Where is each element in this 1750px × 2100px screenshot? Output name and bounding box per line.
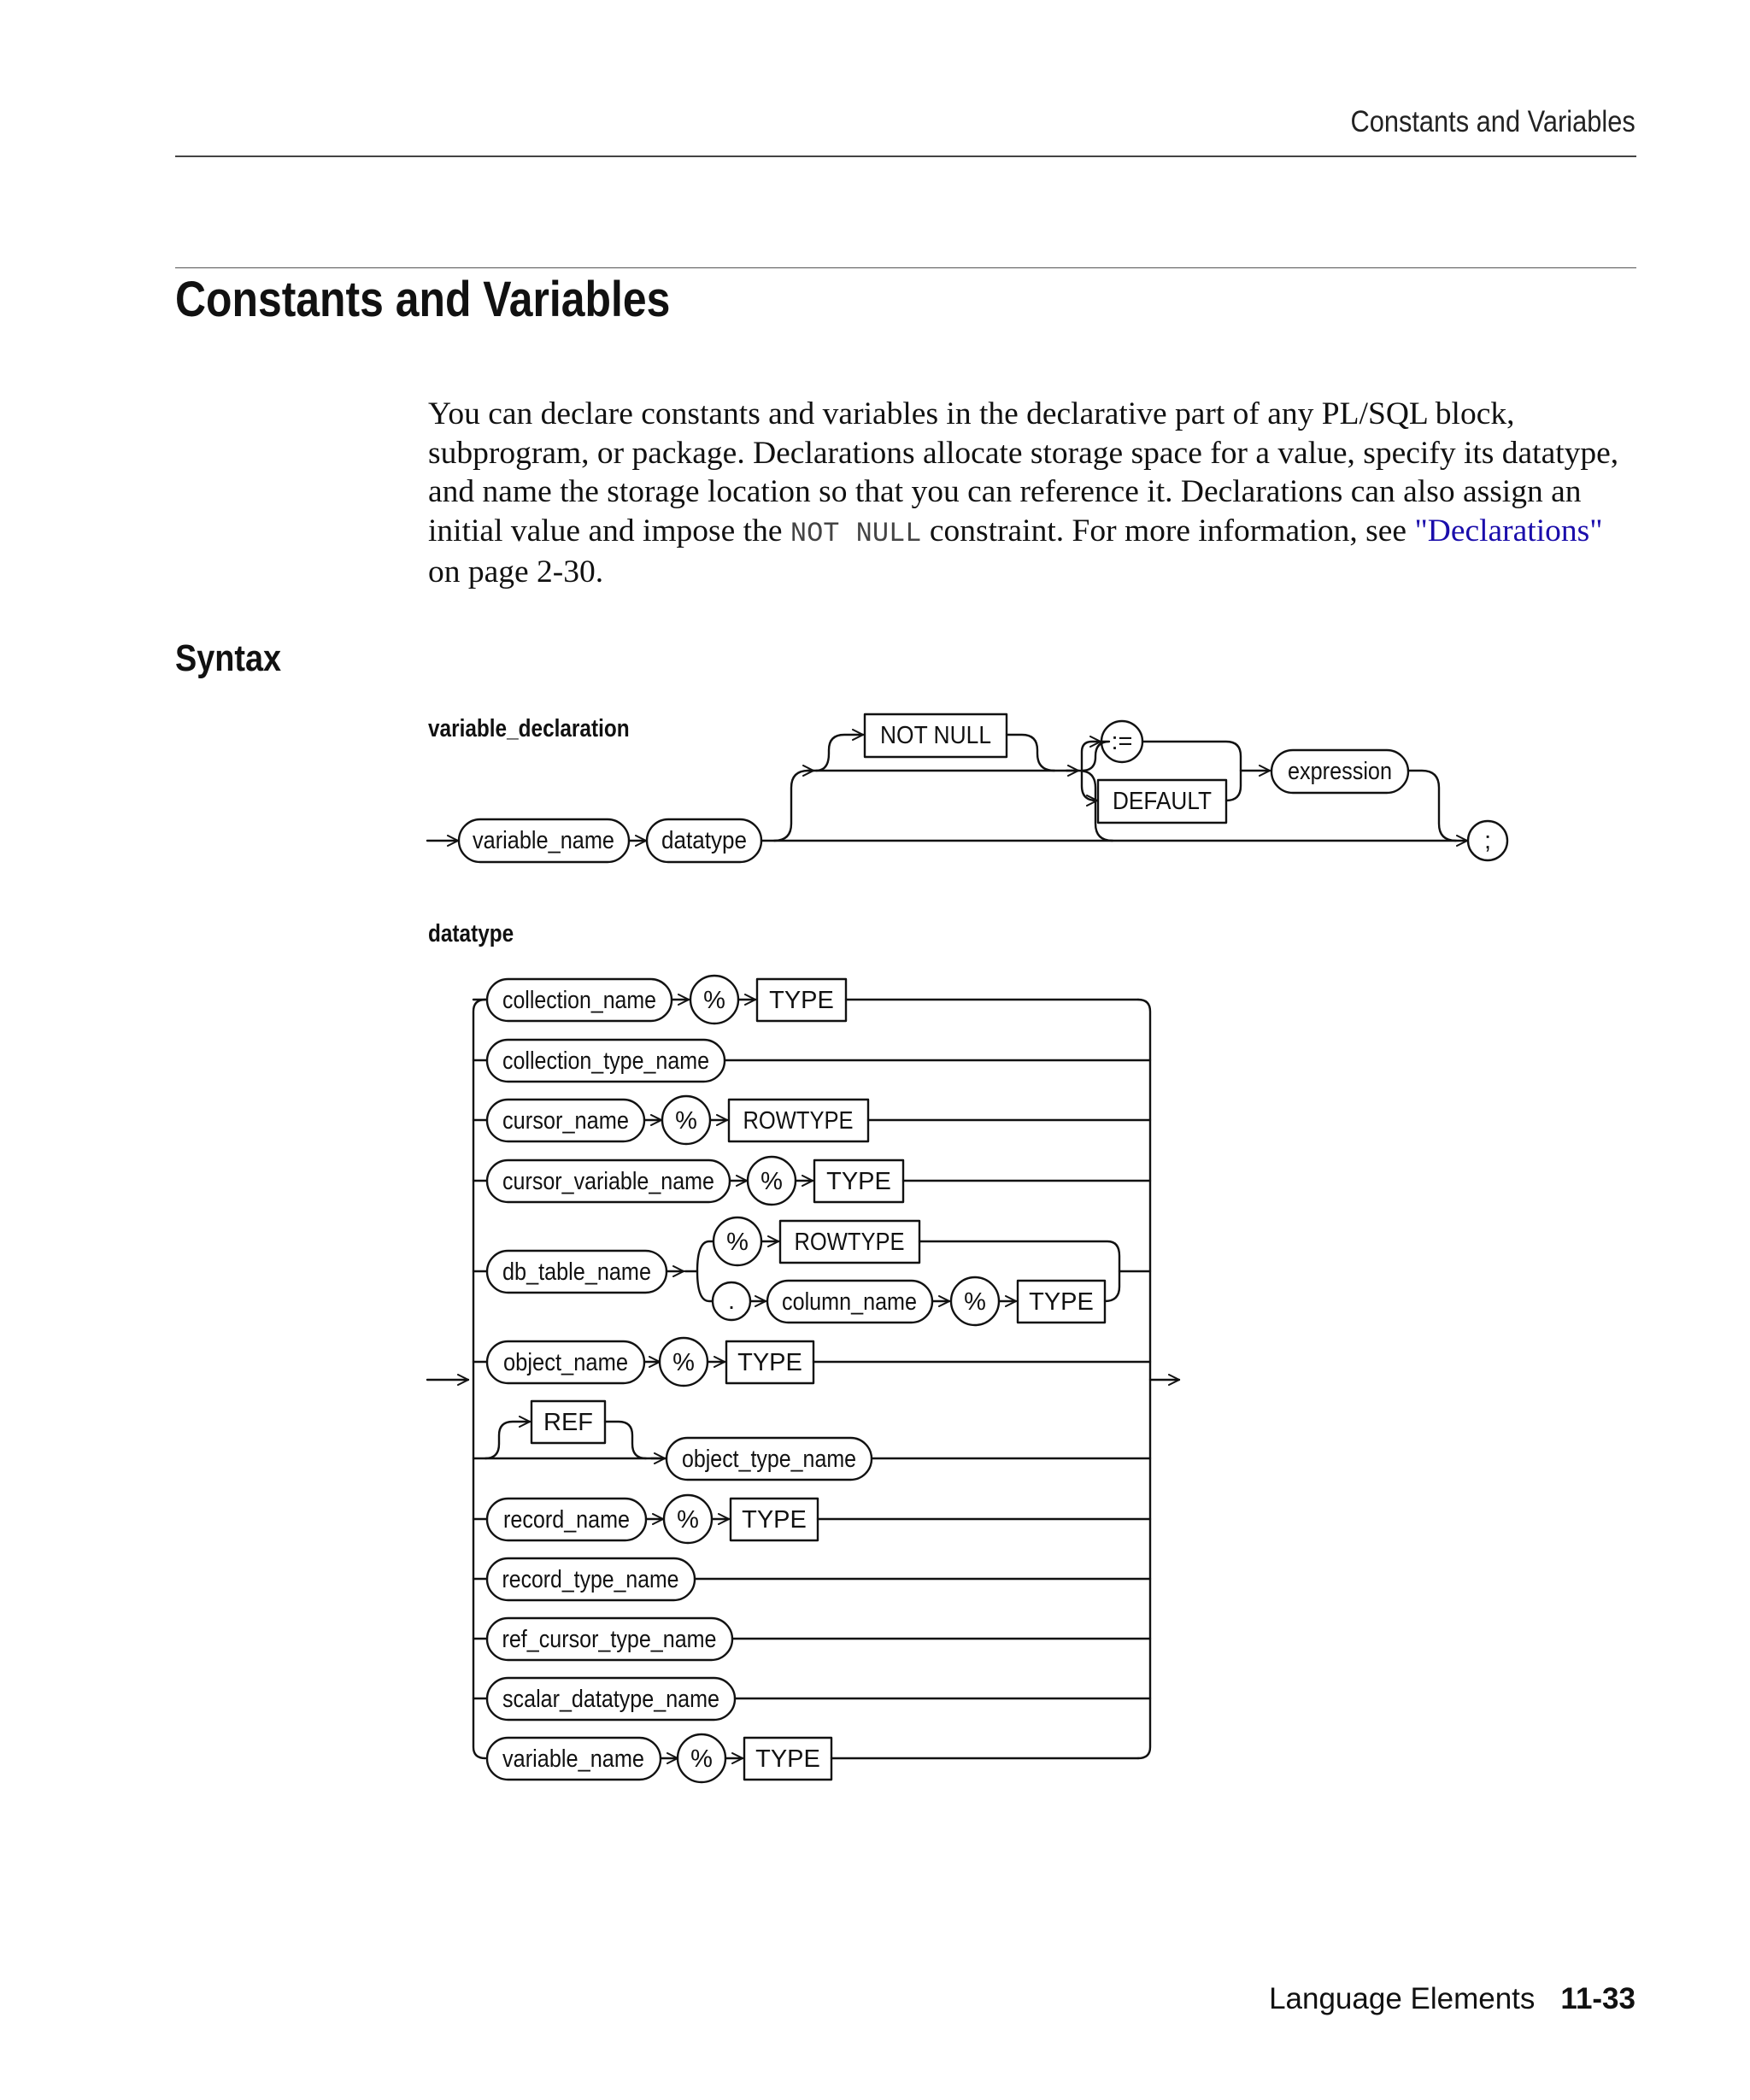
intro-text-1: You can declare constants and variables in the declarative part of any PL/SQL block, subprogram, or package. Declarations allocate storage space for a value, specify its datatype, and name the storage location so that you can reference it. Declarations can also assign an initial value and impose the	[428, 396, 1619, 548]
footer-chapter: Language Elements	[1269, 1982, 1536, 2015]
section-title: Constants and Variables	[175, 272, 671, 327]
object-type-name-text: object_type_name	[682, 1446, 856, 1473]
percent-text: %	[703, 987, 725, 1014]
percent-text: %	[690, 1745, 713, 1773]
syntax-heading: Syntax	[175, 637, 282, 679]
record-type-name-text: record_type_name	[502, 1566, 679, 1593]
dot-text: .	[727, 1288, 736, 1315]
scalar-datatype-name-text: scalar_datatype_name	[502, 1686, 719, 1713]
variable-name-text: variable_name	[473, 827, 614, 854]
assign-operator-text: :=	[1111, 728, 1133, 755]
percent-text: %	[964, 1288, 986, 1316]
record-name-text: record_name	[503, 1506, 630, 1534]
collection-type-name-text: collection_type_name	[502, 1047, 709, 1075]
variable-declaration-label: variable_declaration	[428, 715, 630, 742]
rowtype-keyword-text: ROWTYPE	[794, 1229, 905, 1256]
running-header: Constants and Variables	[1350, 105, 1635, 138]
not-null-text: NOT NULL	[880, 722, 991, 749]
type-keyword-text: TYPE	[826, 1168, 891, 1195]
ref-cursor-type-name-text: ref_cursor_type_name	[502, 1626, 717, 1653]
db-table-name-text: db_table_name	[502, 1258, 651, 1286]
cursor-name-text: cursor_name	[502, 1107, 629, 1135]
percent-text: %	[677, 1506, 699, 1534]
type-keyword-text: TYPE	[1029, 1288, 1094, 1316]
percent-text: %	[760, 1168, 783, 1195]
default-text: DEFAULT	[1113, 788, 1213, 815]
expression-text: expression	[1288, 758, 1392, 785]
cursor-variable-name-text: cursor_variable_name	[502, 1168, 714, 1195]
percent-text: %	[672, 1349, 695, 1376]
datatype-diagram	[427, 976, 1179, 1782]
page-number: 11-33	[1560, 1982, 1635, 2015]
object-name-text: object_name	[503, 1349, 628, 1376]
datatype-label: datatype	[428, 920, 514, 947]
page-footer	[1269, 1982, 1635, 2016]
type-keyword-text: TYPE	[737, 1349, 802, 1376]
percent-text: %	[675, 1107, 697, 1135]
collection-name-text: collection_name	[502, 987, 656, 1014]
datatype-text: datatype	[661, 827, 747, 854]
type-keyword-text: TYPE	[769, 987, 834, 1014]
semicolon-text: ;	[1483, 827, 1492, 854]
intro-text-2: constraint. For more information, see	[921, 513, 1415, 548]
column-name-text: column_name	[782, 1288, 917, 1316]
type-keyword-text: TYPE	[742, 1506, 807, 1534]
not-null-code: NOT NULL	[790, 517, 922, 549]
type-keyword-text: TYPE	[755, 1745, 820, 1773]
rowtype-keyword-text: ROWTYPE	[743, 1107, 854, 1135]
ref-keyword-text: REF	[543, 1409, 593, 1436]
intro-text-3: on page 2-30.	[428, 554, 604, 590]
variable-declaration-diagram	[427, 714, 1507, 862]
percent-text: %	[726, 1229, 749, 1256]
variable-name-text: variable_name	[502, 1745, 644, 1773]
declarations-link[interactable]: "Declarations"	[1414, 513, 1603, 548]
